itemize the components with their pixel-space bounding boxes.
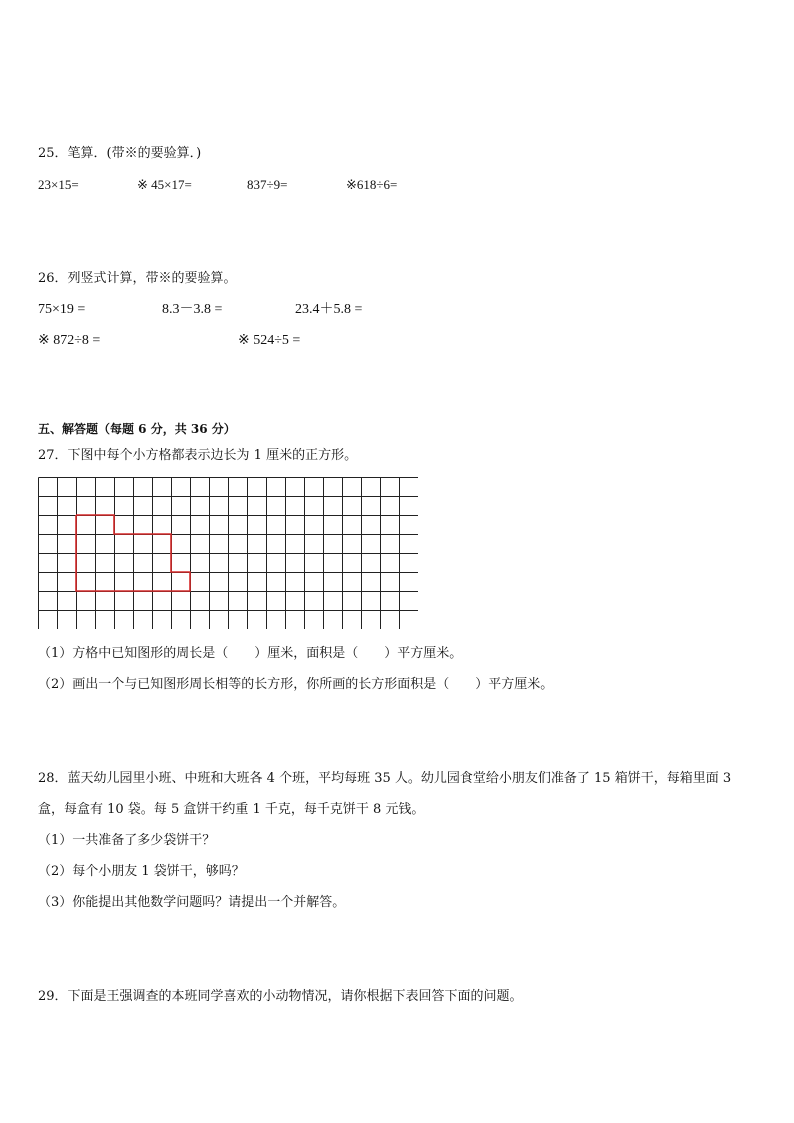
q26-expr-5: ※ 524÷5 = <box>238 333 301 348</box>
q27-sub1: （1）方格中已知图形的周长是（ ）厘米，面积是（ ）平方厘米。 <box>38 646 463 661</box>
q28-line1: 28．蓝天幼儿园里小班、中班和大班各 4 个班，平均每班 35 人。幼儿园食堂给小朋友们准备了 15 箱饼干，每箱里面 3 <box>38 771 732 786</box>
q26-expr-4: ※ 872÷8 = <box>38 333 101 348</box>
q26-expr-2: 8.3－3.8 = <box>162 302 223 317</box>
grid-figure <box>38 477 418 629</box>
q25-expr-1: 23×15= <box>38 177 79 192</box>
q27-sub2: （2）画出一个与已知图形周长相等的长方形，你所画的长方形面积是（ ）平方厘米。 <box>38 677 554 692</box>
grid-lines <box>39 478 419 630</box>
q28-sub1: （1）一共准备了多少袋饼干？ <box>38 833 216 848</box>
q25-expr-3: 837÷9= <box>247 177 288 192</box>
q26-expr-3: 23.4＋5.8 = <box>295 302 363 317</box>
q28-line2: 盒，每盒有 10 袋。每 5 盒饼干约重 1 千克，每千克饼干 8 元钱。 <box>38 802 425 817</box>
section-title: 五、解答题（每题 6 分，共 36 分） <box>38 422 236 436</box>
q25-expr-4: ※618÷6= <box>346 177 398 192</box>
q25-expr-2: ※ 45×17= <box>137 177 192 192</box>
q28-sub3: （3）你能提出其他数学问题吗？请提出一个并解答。 <box>38 895 346 910</box>
q27-heading: 27．下图中每个小方格都表示边长为 1 厘米的正方形。 <box>38 448 358 463</box>
q28-sub2: （2）每个小朋友 1 袋饼干，够吗？ <box>38 864 245 879</box>
q26-expr-1: 75×19 = <box>38 302 86 317</box>
q29-heading: 29．下面是王强调查的本班同学喜欢的小动物情况，请你根据下表回答下面的问题。 <box>38 989 523 1004</box>
q26-heading: 26．列竖式计算，带※的要验算。 <box>38 271 237 286</box>
square-grid <box>38 477 418 629</box>
q25-heading: 25．笔算．(带※的要验算．) <box>38 146 202 161</box>
